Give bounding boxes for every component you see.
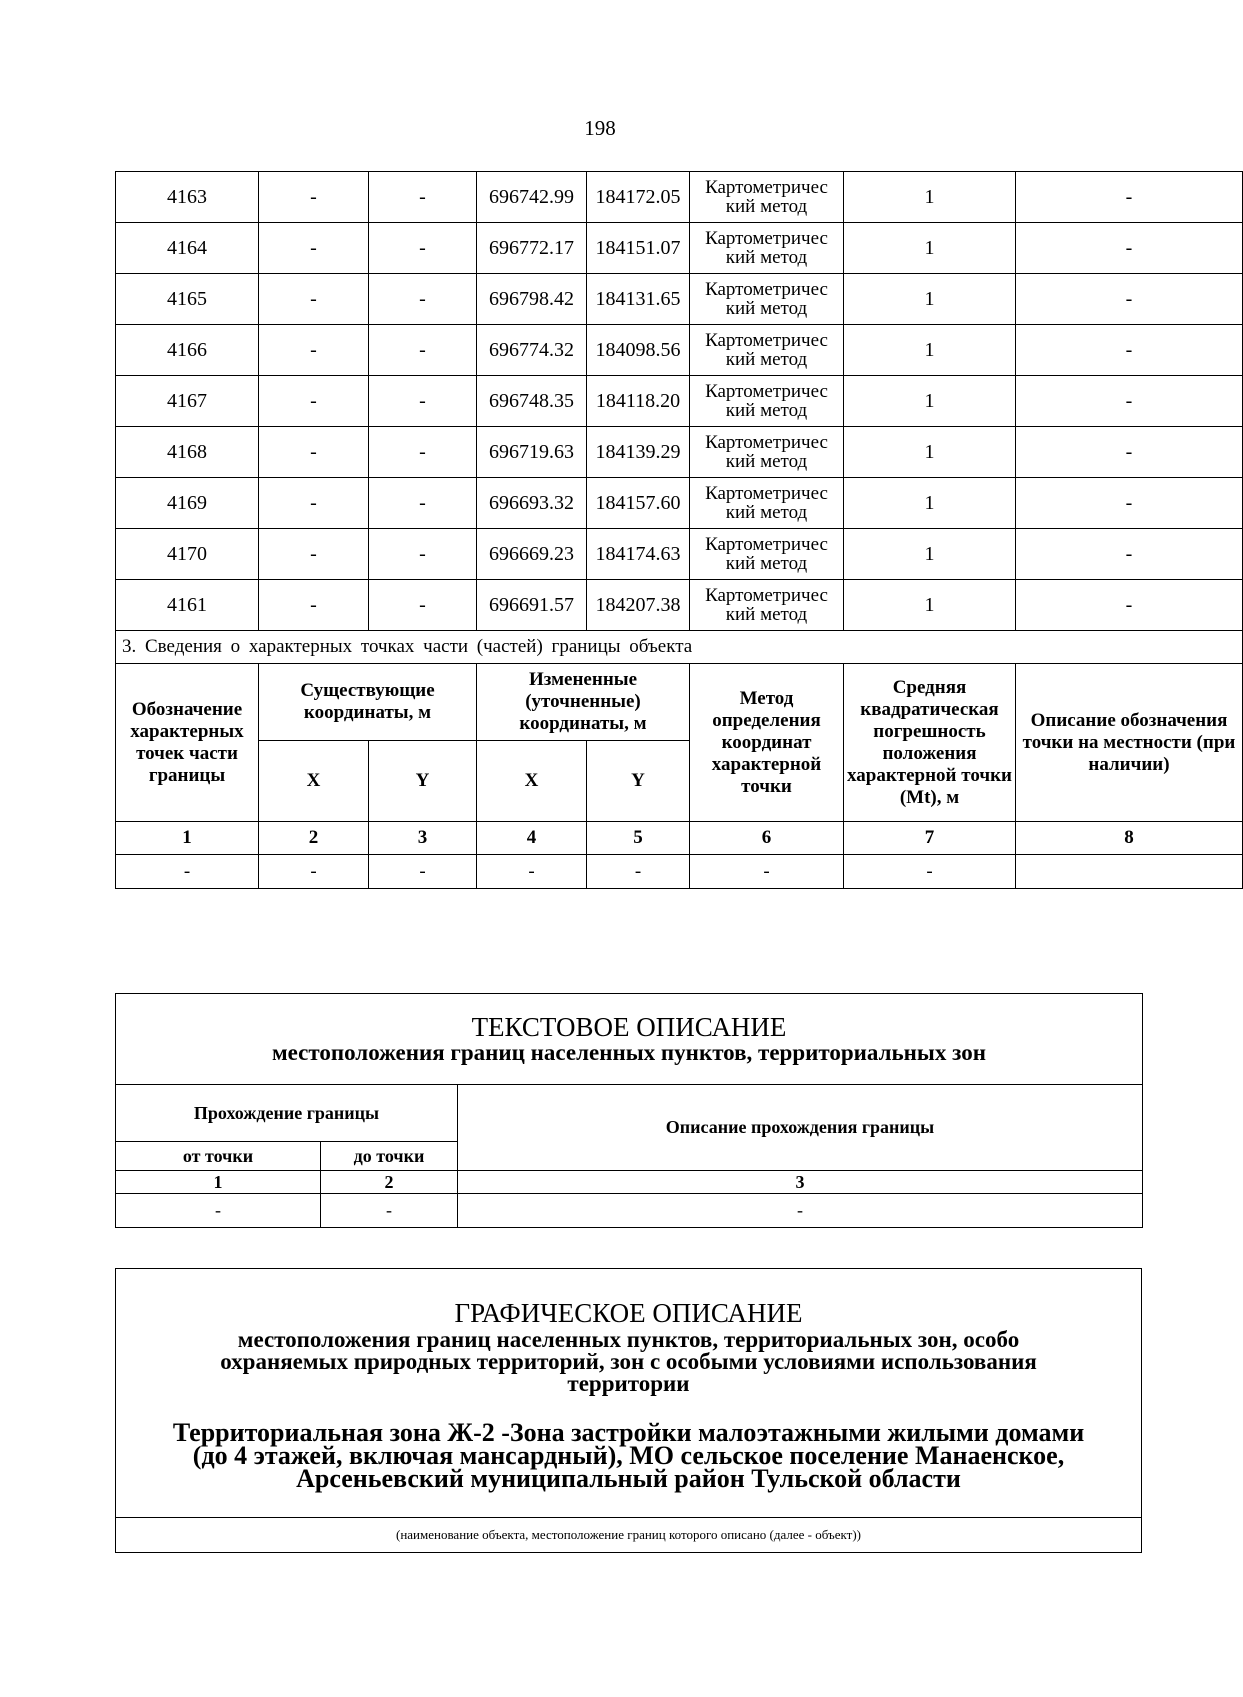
cell-point-id: 4169	[116, 478, 259, 529]
table-row	[116, 376, 1243, 427]
subtitle-line: охраняемых природных территорий, зон с особыми условиями использования	[220, 1349, 1037, 1374]
header-mean-error: Средняя квадратическая погрешность положения характерной точки (Mt), м	[844, 664, 1016, 822]
header-point-description: Описание обозначения точки на местности (при наличии)	[1016, 664, 1243, 822]
cell-point-id: 4164	[116, 223, 259, 274]
table-cell: -	[458, 1194, 1143, 1228]
cell-method	[690, 223, 844, 274]
header-designation: Обозначение характерных точек части границы	[116, 664, 259, 822]
column-number: 6	[690, 822, 844, 855]
cell-changed-y: 184151.07	[587, 223, 690, 274]
cell-method	[690, 580, 844, 631]
text-description-subtitle: местоположения границ населенных пунктов, территориальных зон	[272, 1039, 986, 1065]
cell-existing-x: -	[259, 427, 369, 478]
cell-existing-x: -	[259, 580, 369, 631]
cell-changed-x: 696693.32	[477, 478, 587, 529]
cell-existing-y: -	[369, 172, 477, 223]
cell-existing-x: -	[259, 172, 369, 223]
cell-existing-y: -	[369, 529, 477, 580]
graphic-description-subtitle	[116, 1329, 1141, 1395]
cell-changed-y: 184207.38	[587, 580, 690, 631]
cell-mean-error: 1	[844, 376, 1016, 427]
cell-point-id: 4168	[116, 427, 259, 478]
cell-existing-x: -	[259, 376, 369, 427]
graphic-description-table	[115, 1268, 1142, 1553]
cell-point-id: 4166	[116, 325, 259, 376]
page-number: 198	[584, 116, 616, 140]
column-number: 7	[844, 822, 1016, 855]
table-row	[116, 325, 1243, 376]
method-line: Картометричес	[705, 330, 828, 351]
object-name-line: Территориальная зона Ж-2 -Зона застройки малоэтажными жилыми домами	[172, 1418, 1085, 1447]
subtitle-line: местоположения границ населенных пунктов, территориальных зон, особо	[237, 1327, 1020, 1352]
method-line: кий метод	[725, 400, 808, 421]
cell-mean-error: 1	[844, 274, 1016, 325]
text-description-table	[115, 993, 1143, 1228]
header-changed-coords: Измененные (уточненные) координаты, м	[477, 664, 690, 741]
table-cell: -	[369, 855, 477, 889]
method-line: Картометричес	[705, 279, 828, 300]
table-cell: -	[477, 855, 587, 889]
cell-point-description: -	[1016, 274, 1243, 325]
cell-changed-x: 696719.63	[477, 427, 587, 478]
cell-point-id: 4170	[116, 529, 259, 580]
cell-point-description: -	[1016, 478, 1243, 529]
cell-existing-x: -	[259, 274, 369, 325]
method-line: кий метод	[725, 349, 808, 370]
empty-data-row	[116, 855, 1243, 889]
table-cell	[1016, 855, 1243, 889]
cell-changed-y: 184172.05	[587, 172, 690, 223]
header-existing-y: Y	[369, 741, 477, 822]
cell-changed-x: 696774.32	[477, 325, 587, 376]
column-number: 4	[477, 822, 587, 855]
column-number: 2	[259, 822, 369, 855]
method-line: кий метод	[725, 196, 808, 217]
header-existing-coords: Существующие координаты, м	[259, 664, 477, 741]
text-description-title: ТЕКСТОВОЕ ОПИСАНИЕ	[471, 1011, 787, 1042]
column-number: 3	[369, 822, 477, 855]
method-line: кий метод	[725, 502, 808, 523]
cell-changed-y: 184131.65	[587, 274, 690, 325]
cell-changed-x: 696669.23	[477, 529, 587, 580]
characteristic-points-table	[115, 171, 1243, 889]
subtitle-line: территории	[567, 1371, 690, 1396]
cell-method	[690, 274, 844, 325]
table-row	[116, 223, 1243, 274]
table-row	[116, 427, 1243, 478]
method-line: кий метод	[725, 298, 808, 319]
column-number: 3	[458, 1171, 1143, 1194]
method-line: Картометричес	[705, 177, 828, 198]
column-numbers-row	[116, 1171, 1143, 1194]
cell-mean-error: 1	[844, 427, 1016, 478]
cell-mean-error: 1	[844, 478, 1016, 529]
method-line: кий метод	[725, 604, 808, 625]
object-name-note: (наименование объекта, местоположение границ которого описано (далее - объект))	[116, 1518, 1142, 1553]
boundary-description-header: Описание прохождения границы	[458, 1085, 1143, 1171]
cell-point-description: -	[1016, 376, 1243, 427]
column-number: 1	[116, 1171, 321, 1194]
table-row	[116, 274, 1243, 325]
cell-mean-error: 1	[844, 580, 1016, 631]
cell-existing-x: -	[259, 529, 369, 580]
cell-mean-error: 1	[844, 325, 1016, 376]
text-description-heading	[116, 994, 1143, 1085]
cell-changed-x: 696748.35	[477, 376, 587, 427]
cell-method	[690, 325, 844, 376]
header-changed-x: X	[477, 741, 587, 822]
from-point-header: от точки	[116, 1142, 321, 1171]
table-cell: -	[259, 855, 369, 889]
cell-method	[690, 478, 844, 529]
method-line: Картометричес	[705, 483, 828, 504]
cell-point-description: -	[1016, 172, 1243, 223]
header-changed-y: Y	[587, 741, 690, 822]
header-method: Метод определения координат характерной точки	[690, 664, 844, 822]
cell-method	[690, 172, 844, 223]
column-numbers-row	[116, 822, 1243, 855]
cell-existing-y: -	[369, 427, 477, 478]
cell-changed-x: 696691.57	[477, 580, 587, 631]
cell-point-description: -	[1016, 223, 1243, 274]
cell-changed-y: 184139.29	[587, 427, 690, 478]
cell-mean-error: 1	[844, 529, 1016, 580]
method-line: Картометричес	[705, 432, 828, 453]
cell-point-id: 4167	[116, 376, 259, 427]
method-line: Картометричес	[705, 534, 828, 555]
to-point-header: до точки	[321, 1142, 458, 1171]
table-cell: -	[844, 855, 1016, 889]
graphic-description-heading	[116, 1269, 1142, 1518]
cell-point-description: -	[1016, 325, 1243, 376]
cell-changed-y: 184174.63	[587, 529, 690, 580]
table-row	[116, 580, 1243, 631]
table-cell: -	[116, 855, 259, 889]
cell-existing-y: -	[369, 274, 477, 325]
cell-point-description: -	[1016, 427, 1243, 478]
cell-existing-y: -	[369, 478, 477, 529]
cell-existing-x: -	[259, 478, 369, 529]
graphic-description-title: ГРАФИЧЕСКОЕ ОПИСАНИЕ	[454, 1298, 803, 1328]
cell-mean-error: 1	[844, 172, 1016, 223]
cell-changed-x: 696798.42	[477, 274, 587, 325]
cell-changed-x: 696772.17	[477, 223, 587, 274]
object-name-line: (до 4 этажей, включая мансардный), МО сельское поселение Манаенское,	[192, 1441, 1065, 1470]
cell-point-id: 4165	[116, 274, 259, 325]
header-existing-x: X	[259, 741, 369, 822]
column-number: 1	[116, 822, 259, 855]
cell-point-id: 4163	[116, 172, 259, 223]
cell-changed-y: 184118.20	[587, 376, 690, 427]
cell-changed-y: 184157.60	[587, 478, 690, 529]
boundary-passage-header: Прохождение границы	[116, 1085, 458, 1142]
cell-method	[690, 427, 844, 478]
cell-point-id: 4161	[116, 580, 259, 631]
cell-point-description: -	[1016, 580, 1243, 631]
table-row	[116, 478, 1243, 529]
method-line: Картометричес	[705, 228, 828, 249]
method-line: кий метод	[725, 553, 808, 574]
cell-existing-y: -	[369, 325, 477, 376]
cell-existing-x: -	[259, 325, 369, 376]
empty-data-row	[116, 1194, 1143, 1228]
cell-existing-y: -	[369, 223, 477, 274]
cell-method	[690, 529, 844, 580]
table-cell: -	[587, 855, 690, 889]
cell-existing-y: -	[369, 580, 477, 631]
table-cell: -	[690, 855, 844, 889]
column-number: 2	[321, 1171, 458, 1194]
cell-point-description: -	[1016, 529, 1243, 580]
cell-existing-x: -	[259, 223, 369, 274]
column-number: 8	[1016, 822, 1243, 855]
table-row	[116, 172, 1243, 223]
object-name-line: Арсеньевский муниципальный район Тульской области	[296, 1464, 961, 1493]
column-number: 5	[587, 822, 690, 855]
cell-method	[690, 376, 844, 427]
cell-mean-error: 1	[844, 223, 1016, 274]
object-name	[116, 1418, 1141, 1493]
method-line: кий метод	[725, 451, 808, 472]
method-line: Картометричес	[705, 381, 828, 402]
cell-existing-y: -	[369, 376, 477, 427]
coordinates-rows	[116, 172, 1243, 631]
method-line: кий метод	[725, 247, 808, 268]
table-row	[116, 529, 1243, 580]
table-cell: -	[116, 1194, 321, 1228]
section-3-title: 3. Сведения о характерных точках части (частей) границы объекта	[116, 631, 1243, 664]
cell-changed-y: 184098.56	[587, 325, 690, 376]
method-line: Картометричес	[705, 585, 828, 606]
table-cell: -	[321, 1194, 458, 1228]
cell-changed-x: 696742.99	[477, 172, 587, 223]
